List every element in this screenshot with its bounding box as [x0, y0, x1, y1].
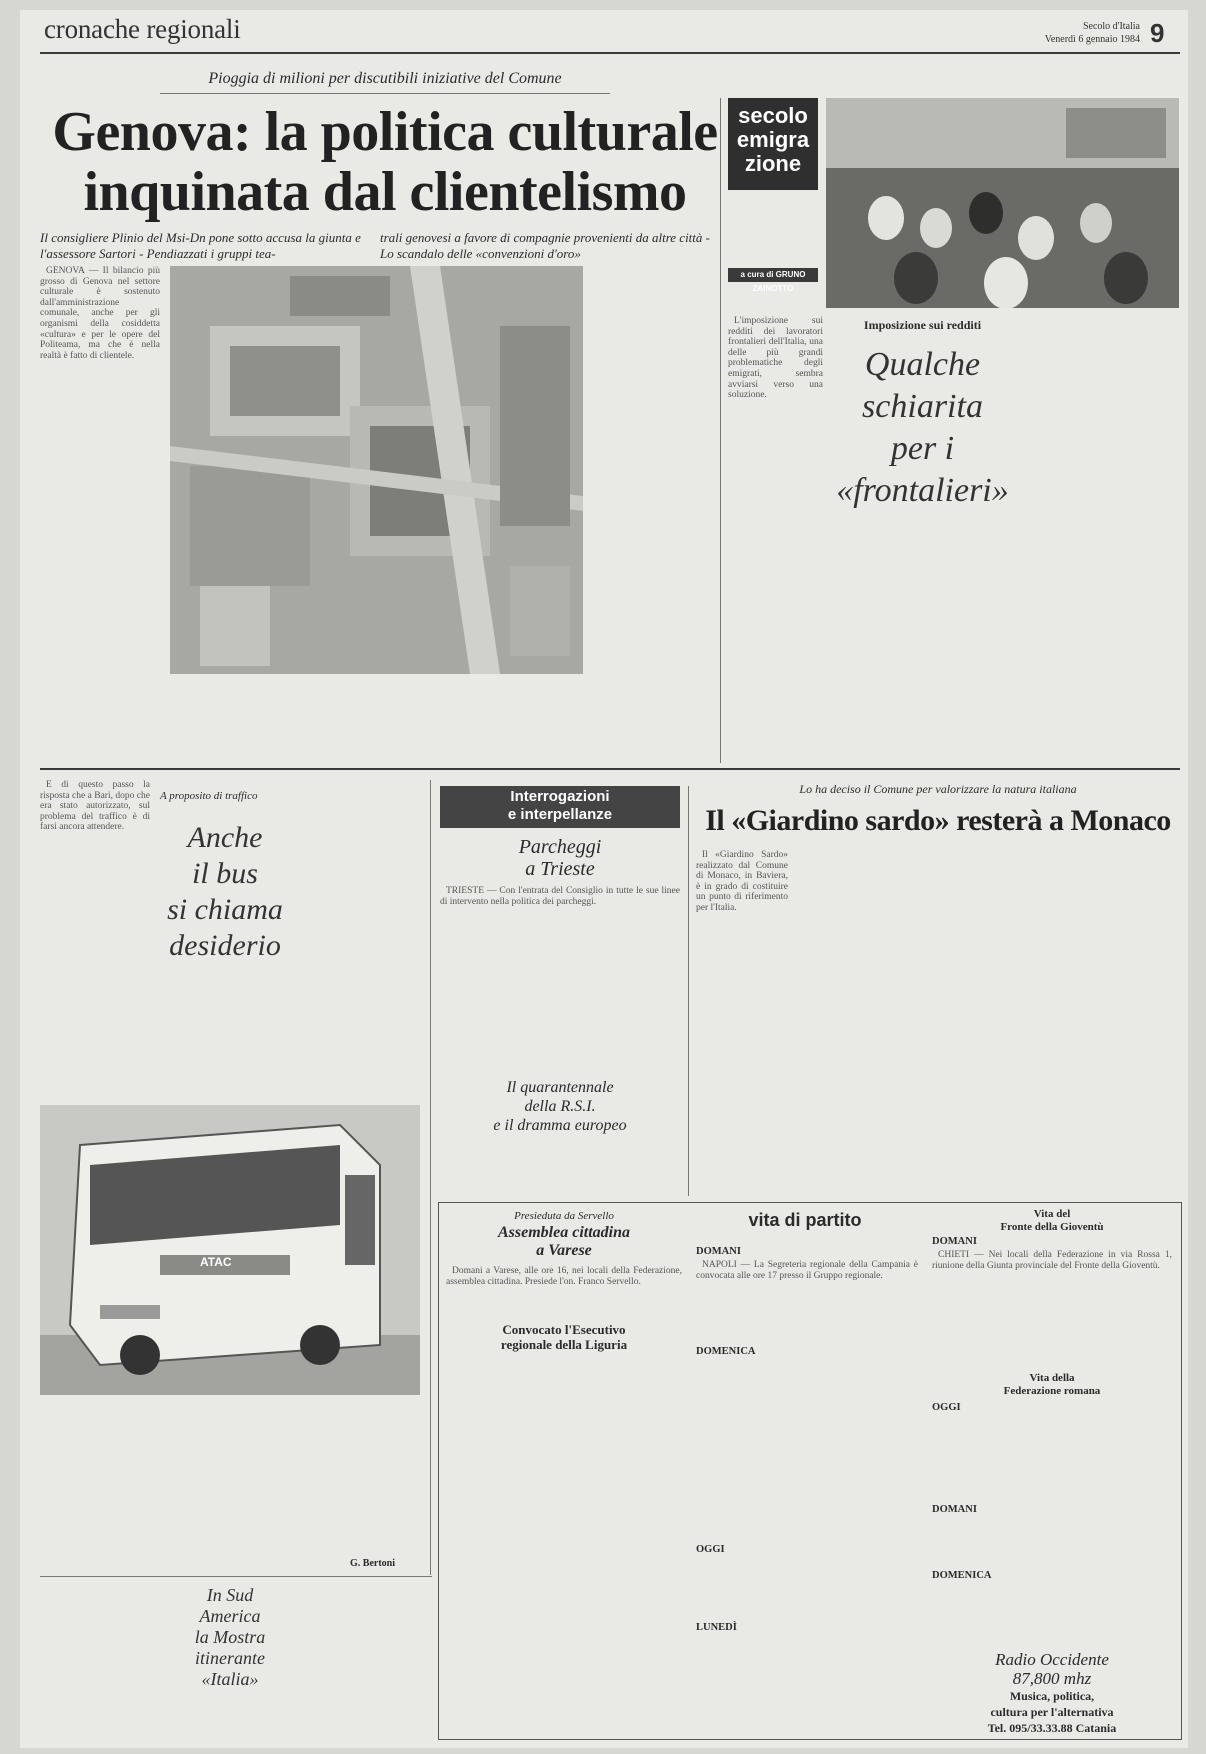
partito-right-domani	[932, 1250, 1172, 1370]
partito-right-oggi	[932, 1416, 1172, 1500]
paper-name: Secolo d'Italia	[1082, 21, 1140, 32]
genova-caption-1	[170, 680, 250, 760]
genova-column-5	[350, 680, 460, 760]
genova-aerial-photo	[170, 266, 583, 674]
headline-line-1: Genova: la politica culturale	[52, 101, 718, 163]
partito-left-column	[446, 1356, 682, 1732]
emigrazione-headline-line-2: per i	[890, 430, 955, 467]
genova-column-1	[40, 266, 160, 761]
emigrazione-column-1	[728, 316, 823, 761]
column-divider	[720, 98, 721, 763]
partito-left-sub-2: regionale della Liguria	[500, 1337, 628, 1352]
bus-column-5	[170, 1402, 290, 1572]
parcheggi-line-2: a Trieste	[525, 858, 595, 880]
partito-left-sub-1: Convocato l'Esecutivo	[502, 1322, 626, 1337]
bus-headline-line-1: Anche	[187, 821, 263, 854]
center-label-lunedi: LUNEDÌ	[696, 1622, 737, 1633]
partito-center-lead: NAPOLI — La Segreteria regionale della Campania è convocata alle ore 17 presso il Gruppo regionale.	[696, 1260, 918, 1281]
bus-kicker: A proposito di traffico	[160, 790, 258, 802]
rsi-line-1: Il quarantennale	[506, 1079, 614, 1096]
rsi-headline	[440, 1078, 680, 1135]
bus-headline-line-3: si chiama	[167, 893, 283, 926]
center-label-domani: DOMANI	[696, 1246, 741, 1257]
bus-headline-line-4: desiderio	[169, 929, 281, 962]
interrogazioni-divider	[688, 786, 689, 1196]
partito-right-line-2: Fronte della Gioventù	[1000, 1221, 1104, 1233]
radio-line-1: Radio Occidente	[995, 1650, 1109, 1669]
box-title-line-2: e interpellanze	[507, 806, 613, 823]
right-label-oggi: OGGI	[932, 1402, 961, 1413]
partito-left-line-2: a Varese	[536, 1242, 592, 1259]
emigrazione-column-2	[832, 495, 927, 760]
genova-column-4	[260, 680, 340, 760]
emigrazione-headline-line-3: «frontalieri»	[836, 472, 1009, 509]
genova-kicker: Pioggia di milioni per discutibili iniziative del Comune	[208, 70, 562, 87]
partito-center-lunedi	[696, 1636, 918, 1732]
masthead-rule	[40, 52, 1180, 54]
monaco-column-5	[1088, 850, 1180, 1195]
rsi-line-3: e il dramma europeo	[493, 1117, 627, 1134]
emigrazione-photo	[826, 98, 1179, 308]
rsi-line-2: della R.S.I.	[524, 1098, 596, 1115]
bus-column-4	[40, 1402, 160, 1572]
partito-right-line-1: Vita del	[1033, 1208, 1071, 1220]
center-label-oggi: OGGI	[696, 1544, 725, 1555]
issue-date: Venerdì 6 gennaio 1984	[1044, 34, 1140, 45]
right-label-domenica: DOMENICA	[932, 1570, 992, 1581]
partito-right-headline	[930, 1208, 1174, 1234]
bus-headline	[160, 820, 290, 964]
partito-right-domenica	[932, 1584, 1172, 1644]
partito-right-sub-1: Vita della	[1029, 1372, 1075, 1384]
right-label-domani-2: DOMANI	[932, 1504, 977, 1515]
sudamerica-line-2: America	[199, 1606, 261, 1626]
bus-bottom-rule	[40, 1576, 432, 1577]
right-label-domani: DOMANI	[932, 1236, 977, 1247]
partito-center-oggi	[696, 1558, 918, 1618]
rsi-body	[440, 1142, 680, 1192]
partito-right-domani-2	[932, 1518, 1172, 1568]
genova-column-6	[470, 680, 580, 760]
sudamerica-line-4: itinerante	[195, 1648, 265, 1668]
genova-headline	[50, 102, 720, 222]
sudamerica-line-5: «Italia»	[201, 1669, 259, 1689]
parcheggi-lead: TRIESTE — Con l'entrata del Consiglio in tutte le sue linee di intervento nella politica dei parcheggi.	[440, 886, 680, 907]
center-label-domenica: DOMENICA	[696, 1346, 756, 1357]
badge-line-2: emigra	[736, 127, 810, 152]
sudamerica-line-3: la Mostra	[194, 1627, 266, 1647]
newspaper-page	[20, 10, 1188, 1748]
emigrazione-byline: a cura di GRUNO ZAINOTTO	[728, 268, 818, 282]
monaco-column-2	[794, 850, 886, 1195]
bus-signature: G. Bertoni	[350, 1558, 395, 1569]
radio-advert	[932, 1650, 1172, 1736]
genova-body-lead: GENOVA — Il bilancio più grosso di Genova nel settore culturale è sostenuto dall'amministrazione comunale, anche per gli organismi della cosiddetta «cultura» e per le opere del Politeama, ma che è nella realtà è fatto di clientele.	[40, 266, 160, 361]
bus-column-2	[160, 970, 290, 1100]
bus-divider	[430, 780, 431, 1575]
bus-photo	[40, 1105, 420, 1395]
bus-column-1	[40, 780, 150, 1100]
partito-right-subhead	[930, 1372, 1174, 1398]
radio-line-5: Tel. 095/33.33.88 Catania	[987, 1721, 1117, 1735]
badge-line-1: secolo	[738, 103, 808, 128]
radio-line-3: Musica, politica,	[1009, 1689, 1095, 1703]
sudamerica-column-1	[40, 1585, 160, 1735]
emigrazione-badge	[728, 98, 818, 190]
partito-left-kicker: Presieduta da Servello	[514, 1210, 614, 1222]
monaco-kicker: Lo ha deciso il Comune per valorizzare la natura italiana	[799, 782, 1077, 796]
emigrazione-body-lead: L'imposizione sui redditi dei lavoratori frontalieri dell'Italia, una delle più grandi problematiche degli emigrati, sembra avviarsi verso una soluzione.	[728, 316, 823, 401]
partito-left-headline	[444, 1224, 684, 1260]
emigrazione-headline	[830, 344, 1015, 512]
sudamerica-line-1: In Sud	[206, 1585, 254, 1605]
monaco-column-4	[990, 850, 1082, 1195]
section-name: cronache regionali	[44, 14, 241, 44]
parcheggi-body	[440, 886, 680, 1071]
partito-center-domani	[696, 1260, 918, 1340]
sudamerica-headline	[170, 1585, 290, 1690]
partito-left-line-1: Assemblea cittadina	[498, 1224, 630, 1241]
monaco-headline: Il «Giardino sardo» resterà a Monaco	[705, 804, 1171, 837]
badge-line-3: zione	[744, 151, 802, 176]
emigrazione-column-3	[1028, 316, 1178, 516]
monaco-column-1	[696, 850, 788, 1195]
parcheggi-line-1: Parcheggi	[518, 836, 602, 858]
interrogazioni-box-title	[440, 786, 680, 828]
mid-page-rule	[40, 768, 1180, 770]
emigrazione-column-5	[1032, 522, 1177, 760]
masthead-info	[960, 20, 1140, 46]
emigrazione-headline-line-1: Qualche schiarita	[862, 346, 983, 425]
emigrazione-column-4	[932, 495, 1027, 760]
partito-right-lead: CHIETI — Nei locali della Federazione in via Rossa 1, riunione della Giunta provinciale del Fronte della Gioventù.	[932, 1250, 1172, 1271]
genova-column-3	[588, 266, 713, 761]
bus-headline-line-2: il bus	[192, 857, 258, 890]
radio-line-4: cultura per l'alternativa	[990, 1705, 1114, 1719]
partito-center-headline: vita di partito	[748, 1210, 862, 1230]
partito-center-domenica	[696, 1360, 918, 1540]
genova-deck-left: Il consigliere Plinio del Msi-Dn pone sotto accusa la giunta e l'assessore Sartori - Pendiazzati i gruppi tea-	[40, 230, 361, 261]
box-title-line-1: Interrogazioni	[510, 788, 610, 805]
monaco-column-3	[892, 850, 984, 1195]
emigrazione-kicker: Imposizione sui redditi	[863, 318, 982, 332]
sudamerica-column-2	[300, 1585, 420, 1735]
partito-left-body	[446, 1266, 682, 1316]
bus-column-6	[300, 1402, 420, 1552]
radio-line-2: 87,800 mhz	[1012, 1669, 1092, 1688]
parcheggi-headline	[440, 836, 680, 880]
monaco-body-lead: Il «Giardino Sardo» realizzato dal Comune di Monaco, in Baviera, è in grado di costituire un punto di riferimento per l'Italia.	[696, 850, 788, 913]
headline-line-2: inquinata dal clientelismo	[83, 161, 687, 223]
partito-right-sub-2: Federazione romana	[1003, 1385, 1101, 1397]
partito-left-lead: Domani a Varese, alle ore 16, nei locali della Federazione, assemblea cittadina. Presiede l'on. Franco Servello.	[446, 1266, 682, 1287]
bus-label: ATAC	[200, 1255, 232, 1269]
bus-column-3	[300, 780, 420, 1100]
partito-left-subhead	[444, 1322, 684, 1352]
kicker-underline	[160, 93, 610, 94]
bus-body-lead: E di questo passo la risposta che a Bari, dopo che era stato autorizzato, sul problema del traffico è di farsi ancora attendere.	[40, 780, 150, 833]
page-number: 9	[1150, 18, 1165, 48]
genova-deck-right: trali genovesi a favore di compagnie provenienti da altre città - Lo scandalo delle «convenzioni d'oro»	[380, 230, 710, 261]
